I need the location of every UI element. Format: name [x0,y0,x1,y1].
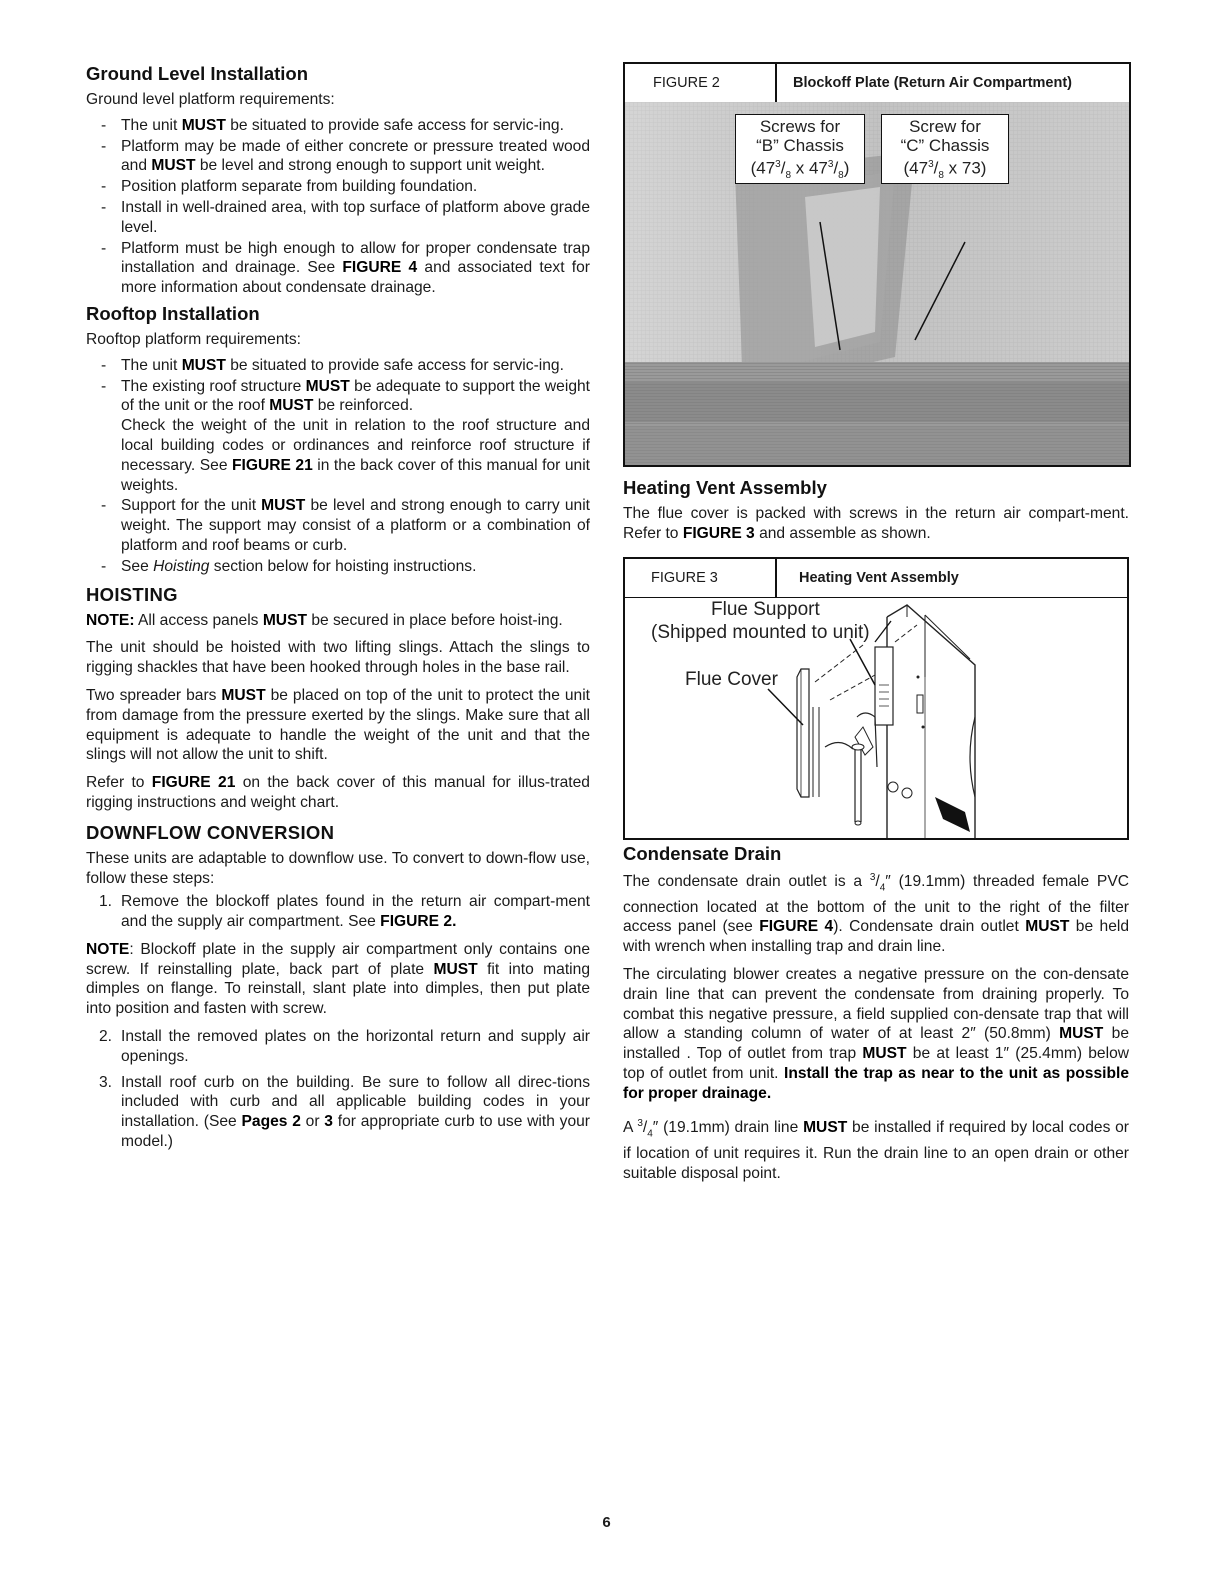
figure-2-label: FIGURE 2 [625,64,777,102]
list-item: - Support for the unit MUST be level and strong enough to carry unit weight. The support may consist of a platform or a combination of platform and roof beams or curb. [101,497,590,554]
page-number: 6 [602,1514,611,1531]
list-item: 1. Remove the blockoff plates found in the return air compart-ment and the supply air compartment. See FIGURE 2. [99,893,590,931]
downflow-steps-b [86,1027,590,1152]
list-item: - Platform must be high enough to allow for proper condensate trap installation and drainage. See FIGURE 4 and associated text for more information about condensate drainage. [101,239,590,297]
ground-level-intro: Ground level platform requirements: [86,91,335,108]
list-item: 2. Install the removed plates on the horizontal return and supply air openings. [99,1028,590,1065]
list-item: - The unit MUST be situated to provide safe access for servic-ing. [101,356,564,374]
callout-c-chassis: Screw for “C” Chassis ($47^3/_8$ x 73) [881,114,1009,184]
list-item: - See Hoisting section below for hoisting instructions. [101,557,477,575]
downflow-heading: DOWNFLOW CONVERSION [86,821,335,843]
list-item: - The unit MUST be situated to provide safe access for servic-ing. [101,116,564,134]
flue-cover-label: Flue Cover [685,668,778,690]
list-item: - The existing roof structure MUST be adequate to support the weight of the unit or the roof MUST be reinforced. Check the weight of the unit in relation to the roof structure and local building codes or ordinances and reinforce roof structure if necessary. See FIGURE 21 in the back cover of this manual for unit weights. [101,377,590,494]
list-item: 3. Install roof curb on the building. Be sure to follow all direc-tions included with curb and all applicable building codes in your installation. (See Pages 2 or 3 for appropriate curb to use with your model.) [99,1073,590,1151]
condensate-drain-heading: Condensate Drain [623,842,782,864]
downflow-steps-a [86,892,590,932]
figure-3-header [625,559,1127,598]
list-item: - Install in well-drained area, with top surface of platform above grade level. [101,198,590,236]
left-column [86,62,590,1160]
blockoff-plate-image [625,102,1129,465]
figure-3-title: Heating Vent Assembly [799,569,959,586]
blockoff-plate-photo [625,102,1129,465]
ground-level-heading: Ground Level Installation [86,63,309,84]
figure-2 [623,62,1131,467]
hoisting-paragraph-3: Refer to FIGURE 21 on the back cover of this manual for illus-trated rigging instructions and weight chart. [86,774,590,811]
hoisting-paragraph-2: Two spreader bars MUST be placed on top of the unit to protect the unit from damage from the pressure exerted by the slings. Make sure that all equipment is adequate to handle the weight of the unit and that the slings will not allow the unit to shift. [86,686,591,764]
hoisting-paragraph-1: The unit should be hoisted with two lifting slings. Attach the slings to rigging shackles that have been hooked through holes in the base rail. [86,639,590,677]
heating-vent-heading: Heating Vent Assembly [623,477,827,498]
flue-support-label: Flue Support [711,598,820,620]
heating-vent-diagram [625,597,1127,838]
shipped-mounted-label: (Shipped mounted to unit) [651,621,870,643]
condensate-paragraph-3: A $^3/_4''$ (19.1mm) drain line MUST be installed if required by local codes or if location of unit requires it. Run the drain line to an open drain or other suitable disposal point. [623,1117,1130,1182]
condensate-paragraph-1: The condensate drain outlet is a $^3/_4''$ (19.1mm) threaded female PVC connection located at the bottom of the unit to the right of the filter access panel (see FIGURE 4). Condensate drain outlet MUST be held with wrench when installing trap and drain line. [623,871,1129,956]
heating-vent-paragraph: The flue cover is packed with screws in the return air compart-ment. Refer to FIGURE 3 and assemble as shown. [623,505,1129,542]
figure-3 [623,557,1129,840]
downflow-intro: These units are adaptable to downflow use. To convert to down-flow use, follow these steps: [86,849,590,887]
figure-2-header [625,64,1129,103]
hoisting-note: NOTE: All access panels MUST be secured in place before hoist-ing. [86,611,563,629]
rooftop-intro: Rooftop platform requirements: [86,330,301,348]
figure-3-label: FIGURE 3 [625,559,777,597]
list-item: - Position platform separate from building foundation. [101,178,478,196]
right-column [623,62,1129,1191]
downflow-note: NOTE: Blockoff plate in the supply air compartment only contains one screw. If reinstalling plate, back part of plate MUST fit into mating dimples on flange. To reinstall, slant plate into dimples, then put plate into position and fasten with screw. [86,940,590,1018]
hoisting-heading: HOISTING [86,583,178,605]
rooftop-heading: Rooftop Installation [86,302,260,324]
figure-2-title: Blockoff Plate (Return Air Compartment) [793,75,1073,91]
list-item: - Platform may be made of either concrete or pressure treated wood and MUST be level and strong enough to support unit weight. [101,137,590,175]
callout-b-chassis: Screws for “B” Chassis ($47^3/_8$ x $47^3/_8$) [735,114,865,184]
condensate-paragraph-2: The circulating blower creates a negative pressure on the con-densate drain line that can prevent the condensate from draining properly. To combat this negative pressure, a field supplied con-densate trap that will allow a standing column of water of at least 2″ (50.8mm) MUST be installed . Top of outlet from trap MUST be at least 1″ (25.4mm) below top of outlet from unit. Install the trap as near to the unit as possible for proper drainage. [623,966,1129,1102]
rooftop-list [86,356,590,577]
ground-level-list [86,116,590,298]
